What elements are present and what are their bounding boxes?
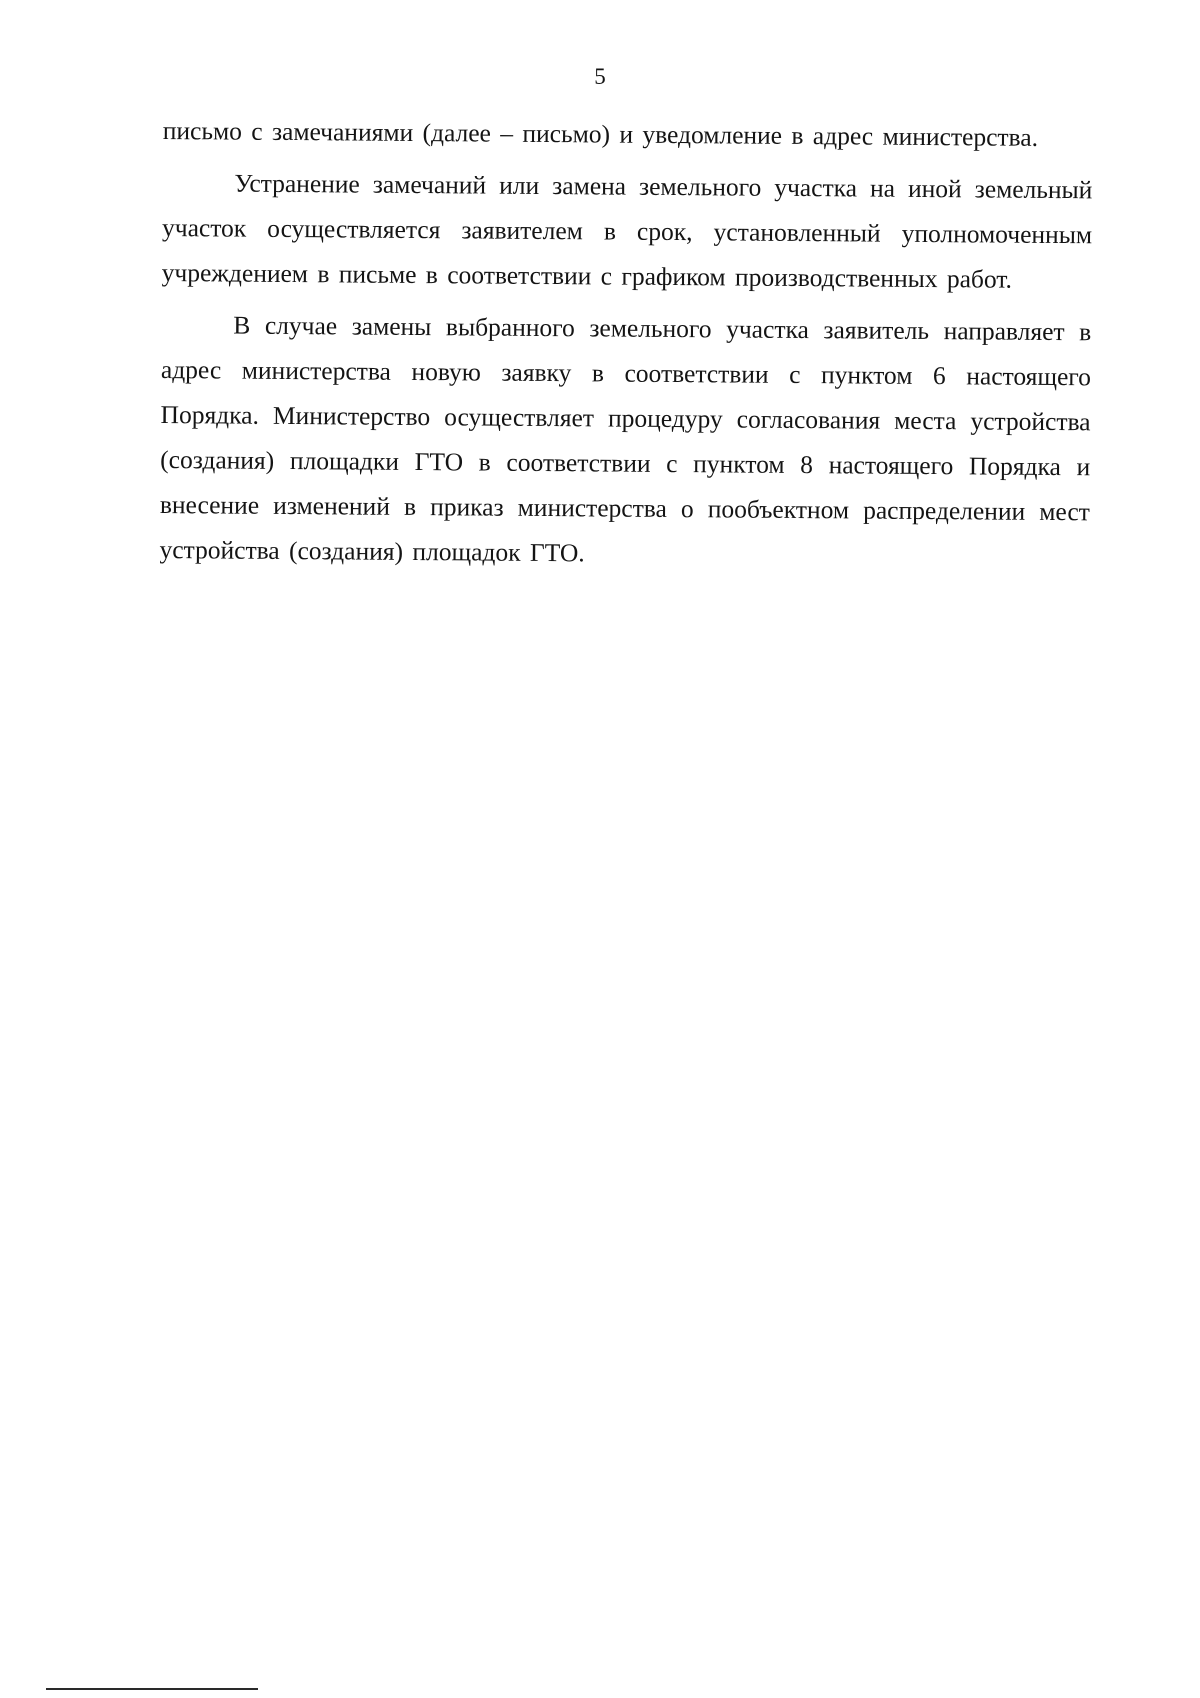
document-body	[159, 108, 1093, 586]
paragraph-continuation: письмо с замечаниями (далее – письмо) и уведомление в адрес министерства.	[162, 115, 1039, 152]
paragraph-plot-replacement: В случае замены выбранного земельного участка заявитель направляет в адрес министерства новую заявку в соответствии с пунктом 6 настоящего Порядка. Министерство осуществляет процедуру согласования места устройства (создания) площадки ГТО в соответствии с пунктом 8 настоящего Порядка и внесение изменений в приказ министерства о пообъектном распределении мест устройства (создания) площадок ГТО.	[159, 310, 1092, 568]
footnote-separator-line	[46, 1688, 258, 1690]
page-number: 5	[594, 64, 606, 89]
paragraph-remarks-elimination: Устранение замечаний или замена земельного участка на иной земельный участок осуществляется заявителем в срок, установленный уполномоченным учреждением в письме в соответствии с графиком производственных работ.	[161, 168, 1093, 294]
